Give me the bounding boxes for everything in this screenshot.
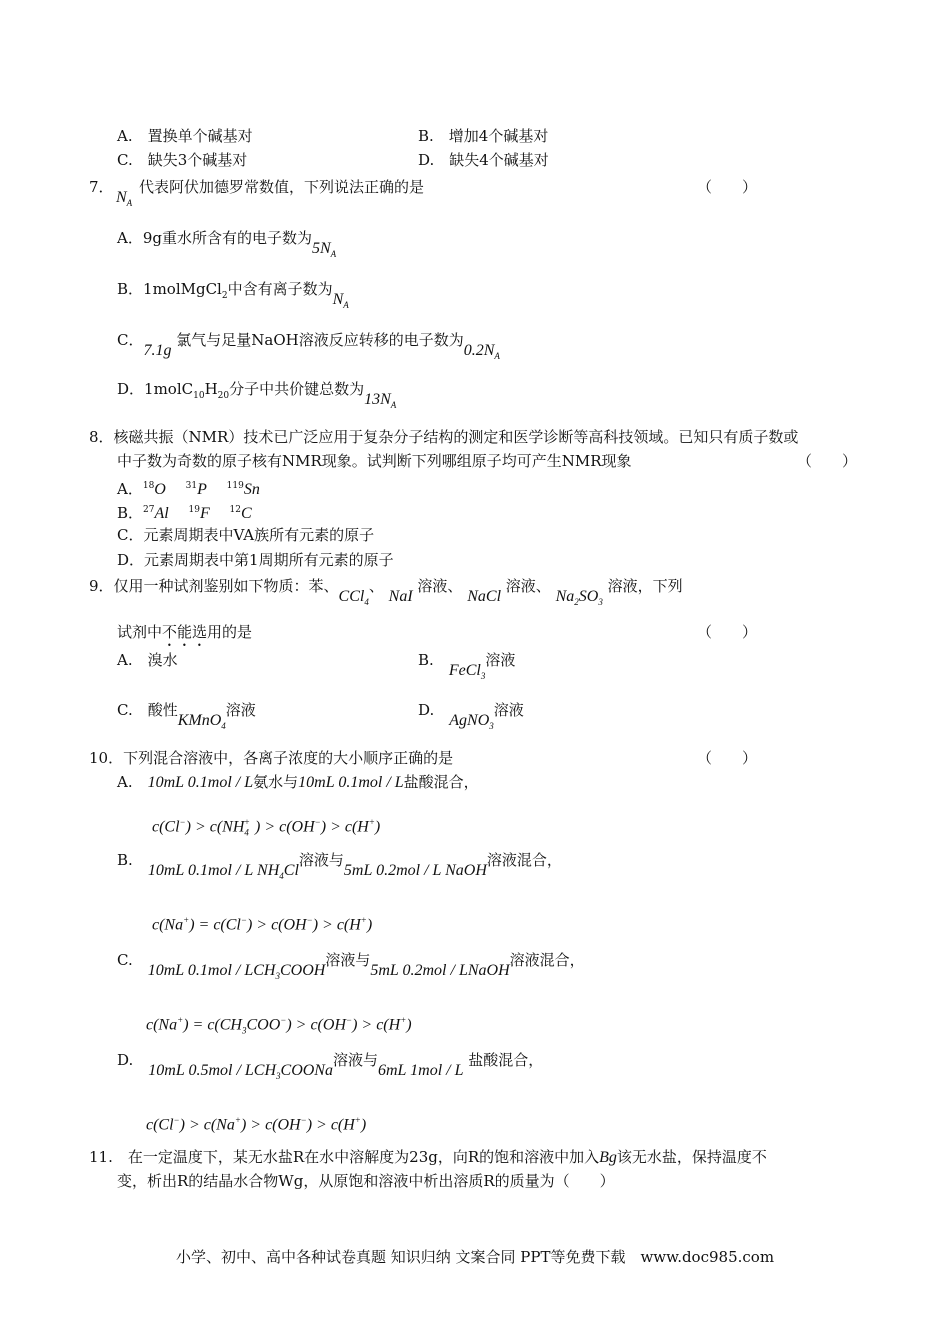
q8-option-b: B．$^{27}$Al $^{19}$F $^{12}$C xyxy=(117,504,252,522)
q10-option-b: B. 10mL 0.1mol / L $NH_4Cl$溶液与5mL 0.2mol / L NaOH溶液混合， xyxy=(117,851,562,882)
q9-line2: 试剂中不能选用的是 xyxy=(117,623,253,641)
q6-option-c: C. 缺失3个碱基对 xyxy=(117,151,248,169)
q8-line2: 中子数为奇数的原子核有NMR现象。试判断下列哪组原子均可产生NMR现象 xyxy=(117,452,632,470)
q9-option-b: B. FeCl$_3$溶液 xyxy=(418,651,516,682)
q10-option-c: C. 10mL $0.1mol / LCH_3COOH$溶液与5mL 0.2mol / LNaOH溶液混合， xyxy=(117,951,585,982)
q9-option-d: D. AgNO$_3$溶液 xyxy=(418,701,524,732)
q9-option-a: A. 溴水 xyxy=(117,651,178,669)
q10-option-a: A. 10mL 0.1mol / L氨水与10mL 0.1mol / L盐酸混合， xyxy=(117,773,479,791)
q10-paren: （ ） xyxy=(697,749,758,767)
q10-stem: 10．下列混合溶液中，各离子浓度的大小顺序正确的是 xyxy=(89,749,454,767)
q10-b-relation: c(Na+) = c(Cl−) > c(OH−) > c(H+) xyxy=(152,915,373,934)
q7-option-c: C．7.1g 氯气与足量NaOH溶液反应转移的电子数为$0.2N_A$ xyxy=(117,331,500,362)
q9-paren: （ ） xyxy=(697,623,758,641)
q7-option-a: A．9g重水所含有的电子数为$5N_A$ xyxy=(117,229,337,260)
q6-option-a: A. 置换单个碱基对 xyxy=(117,127,253,145)
q8-option-c: C．元素周期表中VA族所有元素的原子 xyxy=(117,526,375,544)
q8-line1: 8．核磁共振（NMR）技术已广泛应用于复杂分子结构的测定和医学诊断等高科技领域。已知只有质子数或 xyxy=(89,428,799,446)
page-footer: 小学、初中、高中各种试卷真题 知识归纳 文案合同 PPT等免费下载 www.doc985.com xyxy=(175,1248,775,1266)
q6-option-d: D. 缺失4个碱基对 xyxy=(418,151,549,169)
q7-paren: （ ） xyxy=(697,178,758,196)
q6-option-b: B. 增加4个碱基对 xyxy=(418,127,549,145)
q10-a-relation: $c(Cl^-) > c(NH_4^+$ ) > c(OH−) > c(H+) xyxy=(152,817,381,838)
q7-na-symbol: $N_A$ xyxy=(116,189,133,209)
q7-number: 7． xyxy=(89,178,114,196)
q10-option-d: D. 10mL $0.5mol / LCH_3COONa$溶液与6mL 1mol / L 盐酸混合， xyxy=(117,1051,544,1082)
q7-stem: 代表阿伏加德罗常数值，下列说法正确的是 xyxy=(139,178,425,196)
q9-option-c: C. 酸性KMnO$_4$溶液 xyxy=(117,701,256,732)
q8-paren: （ ） xyxy=(797,452,858,470)
q8-option-d: D．元素周期表中第1周期所有元素的原子 xyxy=(117,551,394,569)
q9-line1: 9．仅用一种试剂鉴别如下物质：苯、CCl$_4$、 NaI 溶液、 NaCl 溶液、 $Na_2SO_3$ 溶液，下列 xyxy=(89,577,683,608)
q11-line2: 变，析出R的结晶水合物Wg，从原饱和溶液中析出溶质R的质量为（ ） xyxy=(117,1172,615,1190)
q10-d-relation: c(Cl−) > c(Na+) > c(OH−) > c(H+) xyxy=(146,1115,367,1134)
q11-line1: 11. 在一定温度下，某无水盐R在水中溶解度为23g，向R的饱和溶液中加入Bg该无水盐，保持温度不 xyxy=(89,1148,767,1166)
q8-option-a: A．$^{18}$O $^{31}$P $^{119}$Sn xyxy=(117,480,260,498)
q10-c-relation: $c(Na^+) = c(CH_3COO^-) > c(OH^-) > c(H^+)$ xyxy=(146,1015,412,1036)
q7-option-b: B．1molMgCl$_2$中含有离子数为$N_A$ xyxy=(117,280,349,311)
q7-option-d: D．$1molC_{10}H_{20}$分子中共价键总数为$13N_A$ xyxy=(117,380,397,411)
